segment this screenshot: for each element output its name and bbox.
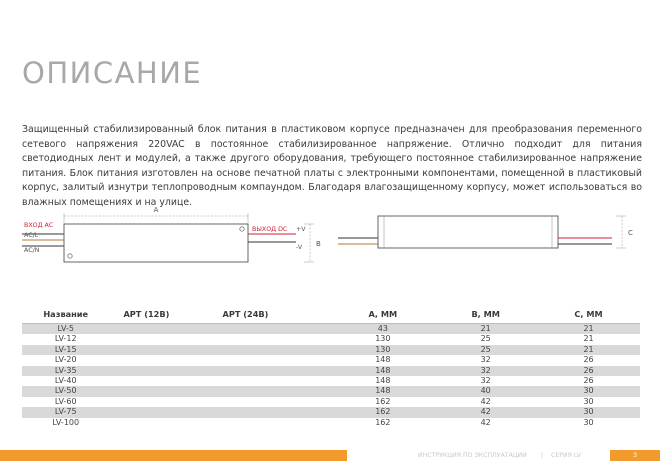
cell-art24 — [219, 334, 332, 344]
cell-art24 — [219, 418, 332, 428]
table-row — [22, 418, 640, 428]
cell-art24 — [219, 355, 332, 365]
cell-name: LV-20 — [22, 355, 109, 365]
footer-series: СЕРИЯ LV — [551, 452, 581, 459]
cell-art12 — [109, 334, 218, 344]
cell-b: 32 — [434, 376, 537, 386]
cell-name: LV-60 — [22, 397, 109, 407]
cell-art12 — [109, 355, 218, 365]
cell-a: 162 — [331, 407, 434, 417]
table-row — [22, 366, 640, 376]
table-row — [22, 397, 640, 407]
cell-art24 — [219, 366, 332, 376]
cell-a: 148 — [331, 376, 434, 386]
cell-b: 40 — [434, 386, 537, 396]
page-number: 3 — [633, 452, 637, 459]
cell-art12 — [109, 366, 218, 376]
cell-name: LV-75 — [22, 407, 109, 417]
cell-c: 30 — [537, 386, 640, 396]
cell-art12 — [109, 407, 218, 417]
cell-a: 148 — [331, 355, 434, 365]
cell-b: 21 — [434, 324, 537, 335]
cell-art12 — [109, 386, 218, 396]
output-minus-label: -V — [296, 244, 303, 251]
description-text: Защищенный стабилизированный блок питания в пластиковом корпусе предназначен для преобразования переменного сетевого напряжения 220VAC в постоянное стабилизированное напряжение. Отлично подходит для питания светодиодных лент и модулей, а также другого оборудования, требующего постоянное стабилизированное напряжение питания. Блок питания изготовлен на основе печатной платы с электронными компонентами, помещенной в пластиковый корпус, залитый изнутри теплопроводным компаундом. Благодаря влагозащищенному корпусу, может использоваться во влажных помещениях и на улице. — [22, 124, 642, 208]
footer-doc-title: ИНСТРУКЦИЯ ПО ЭКСПЛУАТАЦИИ — [418, 452, 527, 459]
cell-art12 — [109, 345, 218, 355]
col-header-art24: АРТ (24В) — [222, 308, 269, 319]
cell-name: LV-5 — [22, 324, 109, 335]
top-view-drawing — [22, 213, 314, 262]
col-header-b: В, ММ — [471, 308, 500, 319]
cell-name: LV-15 — [22, 345, 109, 355]
cell-name: LV-40 — [22, 376, 109, 386]
output-plus-label: +V — [296, 226, 306, 233]
cell-art24 — [219, 324, 332, 335]
cell-a: 130 — [331, 334, 434, 344]
cell-art24 — [219, 376, 332, 386]
cell-art12 — [109, 376, 218, 386]
output-label: ВЫХОД DC — [252, 226, 288, 233]
table-row — [22, 355, 640, 365]
cell-c: 21 — [537, 334, 640, 344]
cell-a: 130 — [331, 345, 434, 355]
cell-c: 30 — [537, 407, 640, 417]
cell-c: 26 — [537, 366, 640, 376]
cell-c: 21 — [537, 345, 640, 355]
cell-b: 42 — [434, 407, 537, 417]
cell-art12 — [109, 324, 218, 335]
table-row — [22, 324, 640, 335]
cell-name: LV-50 — [22, 386, 109, 396]
cell-a: 148 — [331, 386, 434, 396]
cell-b: 42 — [434, 418, 537, 428]
cell-name: LV-100 — [22, 418, 109, 428]
cell-art24 — [219, 397, 332, 407]
cell-c: 21 — [537, 324, 640, 335]
dimension-a-label: A — [153, 206, 159, 214]
cell-c: 26 — [537, 376, 640, 386]
cell-b: 25 — [434, 334, 537, 344]
input-l-label: AC/L — [24, 232, 39, 239]
cell-c: 30 — [537, 397, 640, 407]
table-row — [22, 386, 640, 396]
table-row — [22, 376, 640, 386]
col-header-art12: АРТ (12В) — [123, 308, 170, 319]
cell-a: 162 — [331, 397, 434, 407]
cell-name: LV-35 — [22, 366, 109, 376]
cell-c: 30 — [537, 418, 640, 428]
cell-c: 26 — [537, 355, 640, 365]
cell-art24 — [219, 345, 332, 355]
cell-a: 43 — [331, 324, 434, 335]
cell-b: 32 — [434, 366, 537, 376]
table-row — [22, 334, 640, 344]
footer-separator: | — [541, 452, 544, 459]
cell-b: 32 — [434, 355, 537, 365]
input-n-label: AC/N — [24, 247, 40, 254]
page-footer — [0, 450, 660, 461]
cell-art24 — [219, 386, 332, 396]
cell-b: 42 — [434, 397, 537, 407]
cell-a: 148 — [331, 366, 434, 376]
dimension-c-label: C — [628, 229, 633, 237]
side-view-drawing — [338, 216, 626, 248]
cell-b: 25 — [434, 345, 537, 355]
table-row — [22, 345, 640, 355]
cell-art12 — [109, 397, 218, 407]
col-header-name: Название — [43, 308, 89, 319]
table-body — [22, 324, 640, 429]
col-header-c: С, ММ — [574, 308, 603, 319]
footer-accent-bar — [0, 450, 347, 461]
page-title: ОПИСАНИЕ — [22, 56, 203, 90]
cell-name: LV-12 — [22, 334, 109, 344]
input-label: ВХОД AC — [24, 222, 54, 229]
table-row — [22, 407, 640, 417]
cell-art12 — [109, 418, 218, 428]
specs-table — [22, 304, 640, 428]
dimension-b-label: B — [316, 240, 321, 248]
col-header-a: А, ММ — [368, 308, 398, 319]
cell-a: 162 — [331, 418, 434, 428]
table-header-row — [22, 304, 640, 324]
dimension-diagram — [0, 196, 660, 276]
cell-art24 — [219, 407, 332, 417]
